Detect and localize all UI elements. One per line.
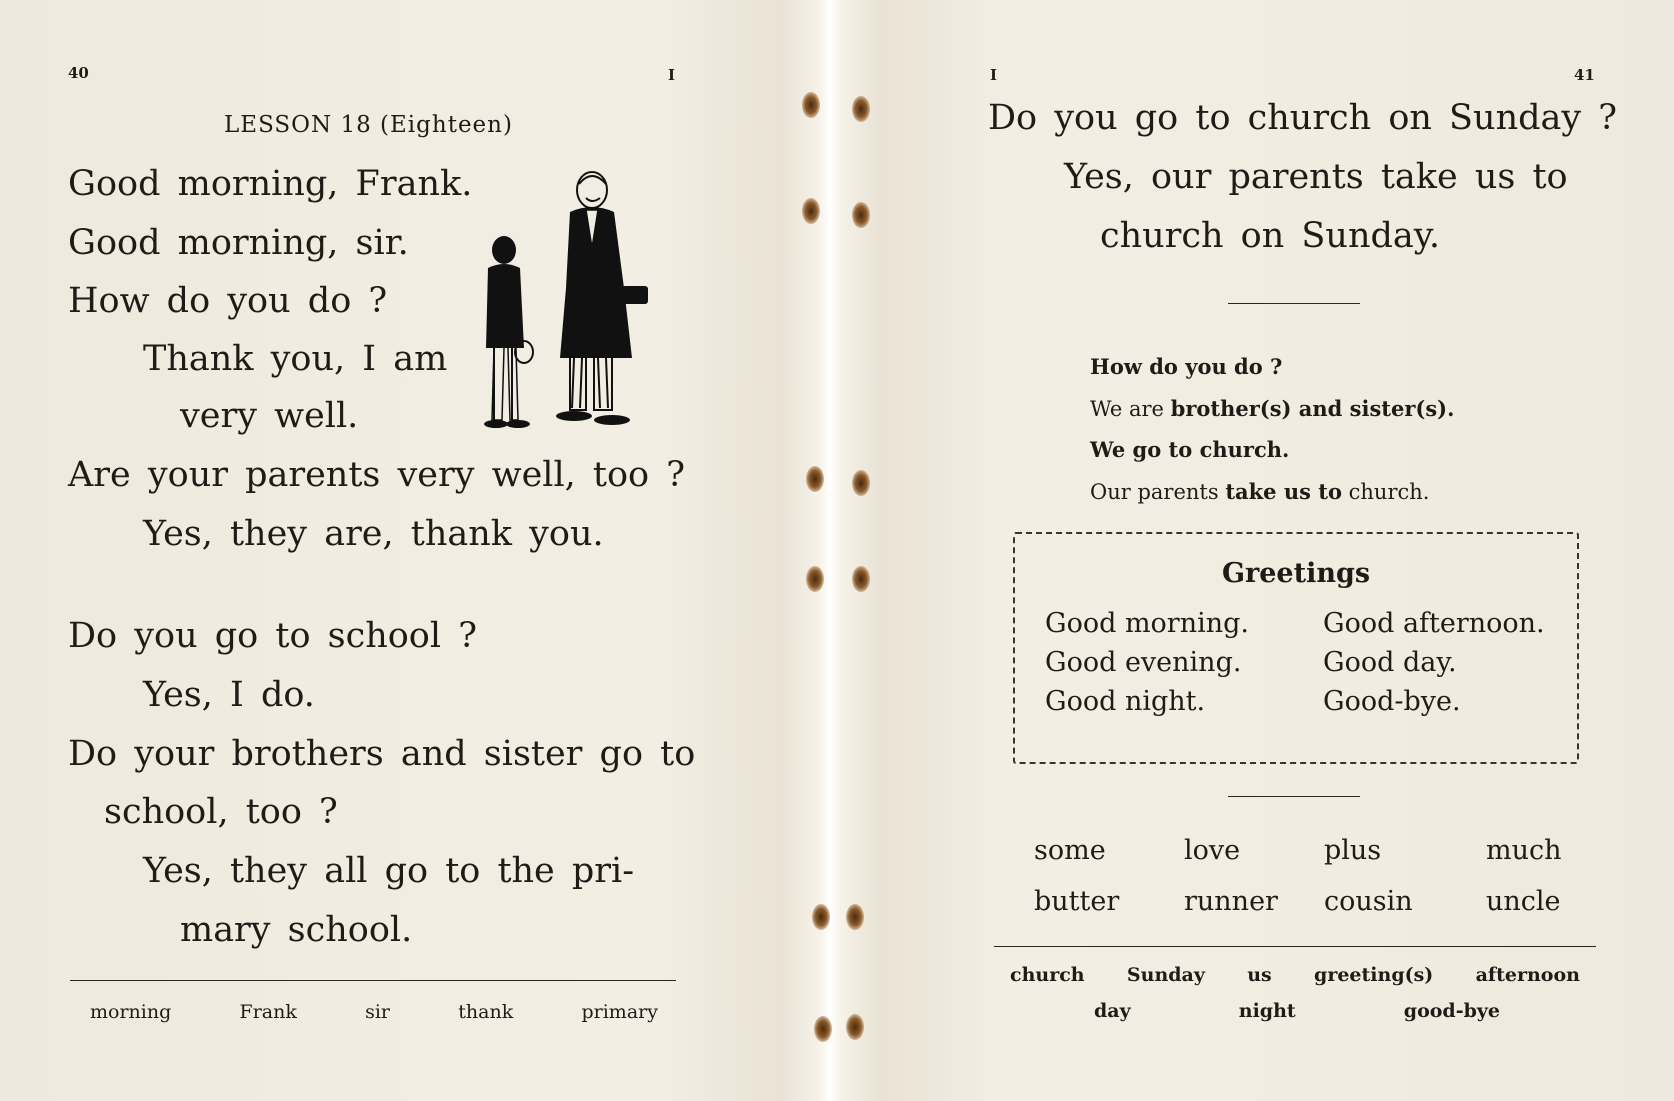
vocab-word: thank (458, 1001, 514, 1023)
new-word: some (1034, 835, 1106, 866)
new-word: plus (1324, 835, 1382, 866)
dialogue-line: Do you go to church on Sunday ? (988, 98, 1618, 138)
greeting-item: Good day. (1323, 647, 1457, 678)
vocab-word: greeting(s) (1314, 964, 1434, 986)
binding-hole (846, 1014, 864, 1040)
summary-line: We go to church. (1090, 437, 1290, 462)
new-words-row (1034, 835, 1560, 866)
vocab-word: sir (365, 1001, 391, 1023)
dialogue-line: Good morning, sir. (68, 223, 409, 263)
greeting-item: Good night. (1045, 686, 1206, 717)
dialogue-line: mary school. (180, 910, 413, 950)
vocabulary-right-row2 (1094, 1000, 1500, 1022)
short-rule (1228, 796, 1360, 797)
greetings-box (1013, 532, 1579, 764)
vocabulary-right (1010, 964, 1580, 986)
new-word: uncle (1486, 886, 1561, 917)
vocab-word: morning (90, 1001, 172, 1023)
binding-hole (806, 566, 824, 592)
short-rule (1228, 303, 1360, 304)
vocab-word: primary (581, 1001, 658, 1023)
dialogue-line: Yes, they all go to the pri- (143, 851, 635, 891)
dialogue-line: school, too ? (104, 792, 338, 832)
vocab-word: night (1238, 1000, 1296, 1022)
new-word: runner (1184, 886, 1278, 917)
vocab-word: Frank (239, 1001, 297, 1023)
dialogue-line: Thank you, I am (143, 339, 448, 379)
greetings-title: Greetings (1221, 558, 1371, 589)
section-mark-right: I (990, 66, 998, 84)
binding-gutter (780, 0, 880, 1101)
greeting-item: Good morning. (1045, 608, 1249, 639)
greeting-item: Good-bye. (1323, 686, 1461, 717)
man-and-boy-illustration (482, 168, 662, 448)
dialogue-line: Yes, I do. (143, 675, 315, 715)
vocab-word: afternoon (1475, 964, 1580, 986)
binding-hole (852, 566, 870, 592)
new-words-row (1034, 886, 1560, 917)
dialogue-line: Yes, they are, thank you. (143, 514, 604, 554)
vocab-word: Sunday (1126, 964, 1205, 986)
greetings-list (1045, 608, 1555, 717)
dialogue-line: Are your parents very well, too ? (68, 455, 686, 495)
dialogue-line: How do you do ? (68, 281, 388, 321)
summary-sentences (1090, 346, 1454, 512)
dialogue-line: church on Sunday. (1100, 216, 1441, 256)
summary-line: We are brother(s) and sister(s). (1090, 395, 1455, 421)
dialogue-line: Yes, our parents take us to (1064, 157, 1568, 197)
vocab-word: good-bye (1403, 1000, 1500, 1022)
footer-rule-right (994, 946, 1596, 947)
binding-hole (852, 202, 870, 228)
vocab-word: church (1010, 964, 1085, 986)
dialogue-line: Good morning, Frank. (68, 164, 473, 204)
greeting-item: Good afternoon. (1323, 608, 1545, 639)
binding-hole (852, 96, 870, 122)
greeting-item: Good evening. (1045, 647, 1242, 678)
new-word: butter (1034, 886, 1120, 917)
page-number-left: 40 (68, 64, 89, 82)
binding-hole (846, 904, 864, 930)
lesson-title: LESSON 18 (Eighteen) (224, 112, 513, 138)
vocab-word: day (1094, 1000, 1131, 1022)
binding-hole (806, 466, 824, 492)
new-word: cousin (1324, 886, 1413, 917)
dialogue-line: Do your brothers and sister go to (68, 734, 696, 774)
binding-hole (802, 198, 820, 224)
summary-line: Our parents take us to church. (1090, 478, 1430, 504)
dialogue-line: Do you go to school ? (68, 616, 477, 656)
summary-line: How do you do ? (1090, 354, 1283, 379)
binding-hole (802, 92, 820, 118)
dialogue-line: very well. (180, 396, 359, 436)
vocab-word: us (1247, 964, 1272, 986)
binding-hole (814, 1016, 832, 1042)
footer-rule-left (70, 980, 676, 981)
new-word: love (1184, 835, 1241, 866)
binding-hole (852, 470, 870, 496)
page-number-right: 41 (1574, 66, 1595, 84)
binding-hole (812, 904, 830, 930)
new-word: much (1486, 835, 1562, 866)
section-mark-left: I (668, 66, 676, 84)
vocabulary-left (90, 1001, 658, 1023)
